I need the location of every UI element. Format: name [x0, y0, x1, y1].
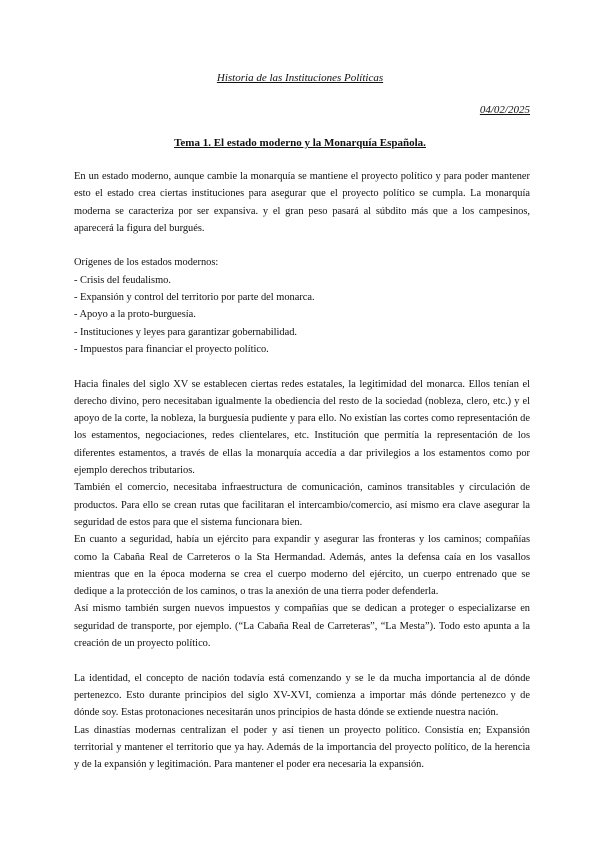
list-item: - Expansión y control del territorio por parte del monarca. — [74, 292, 315, 304]
dynasties-paragraph: Las dinastías modernas centralizan el poder y así tienen un proyecto político. Consistía en; Expansión territorial y mantener el territorio que ya hay. Además de la importancia del proyecto político, de la herencia y de la expansión y legitimación. Para mantener el poder era necesaria la expansión. — [74, 724, 530, 771]
paragraph-spacer — [74, 652, 530, 669]
list-item: - Crisis del feudalismo. — [74, 274, 171, 286]
list-item: - Impuestos para financiar el proyecto político. — [74, 343, 269, 355]
document-body — [74, 168, 530, 773]
list-item: - Instituciones y leyes para garantizar gobernabilidad. — [74, 326, 298, 338]
intro-paragraph: En un estado moderno, aunque cambie la monarquía se mantiene el proyecto político y para poder mantener esto el estado crea ciertas instituciones para asegurar que el proyecto político se cumpla. La monarquía moderna se caracteriza por ser expansiva. y el gran peso pasará al súbdito más que a los campesinos, aparecerá la figura del burgués. — [74, 171, 530, 234]
list-item: - Apoyo a la proto-burguesía. — [74, 309, 196, 321]
origins-heading: Orígenes de los estados modernos: — [74, 257, 219, 269]
legitimacy-paragraph: Hacia finales del siglo XV se establecen ciertas redes estatales, la legitimidad del monarca. Ellos tenían el derecho divino, pero necesitaban igualmente la obediencia del resto de la sociedad (nobleza, clero, etc.) y el apoyo de la corte, la nobleza, la burguesía pudiente y para ello. No existían las cortes como representación de los estamentos, negociaciones, redes clientelares, etc. Institución que permitía la representación de los diferentes estamentos, a través de ellas la monarquía accedía a dar privilegios a los estamentos como por ejemplo derechos tributarios. — [74, 378, 530, 477]
topic-title: Tema 1. El estado moderno y la Monarquía Española. — [174, 137, 426, 149]
commerce-paragraph: También el comercio, necesitaba infraestructura de comunicación, caminos transitables y circulación de productos. Para ello se crean rutas que facilitaran el intercambio/comercio, así mismo era clave asegurar la seguridad de estos para que el sistema funcionara bien. — [74, 482, 530, 528]
paragraph-spacer — [74, 237, 530, 254]
course-title: Historia de las Instituciones Políticas — [216, 72, 384, 84]
paragraph-spacer — [74, 358, 530, 375]
identity-paragraph: La identidad, el concepto de nación todavía está comenzando y se le da mucha importancia al de dónde pertenezco. Esto durante principios del siglo XV-XVI, comienza a importar más dónde pertenezco y de dónde soy. Estas protonaciones necesitarán unos principios de hasta dónde se extiende nuestra nación. — [74, 672, 530, 719]
document-date: 04/02/2025 — [479, 104, 530, 116]
security-paragraph: En cuanto a seguridad, había un ejército para expandir y asegurar las fronteras y los caminos; compañías como la Cabaña Real de Carreteros o la Sta Hermandad. Además, antes la defensa caía en los vasallos mientras que en la época moderna se crea el cuerpo moderno del ejército, un cuerpo entrenado que se dedique a la protección de los caminos, o tras la anexión de una tierra poder defenderla. — [74, 534, 530, 598]
origins-list — [74, 272, 530, 358]
taxes-paragraph: Así mismo también surgen nuevos impuestos y compañías que se dedican a proteger o especializarse en seguridad de transporte, por ejemplo. (“La Cabaña Real de Carreteras”, “La Mesta”). Todo esto apunta a la creación de un proyecto político. — [74, 603, 530, 650]
